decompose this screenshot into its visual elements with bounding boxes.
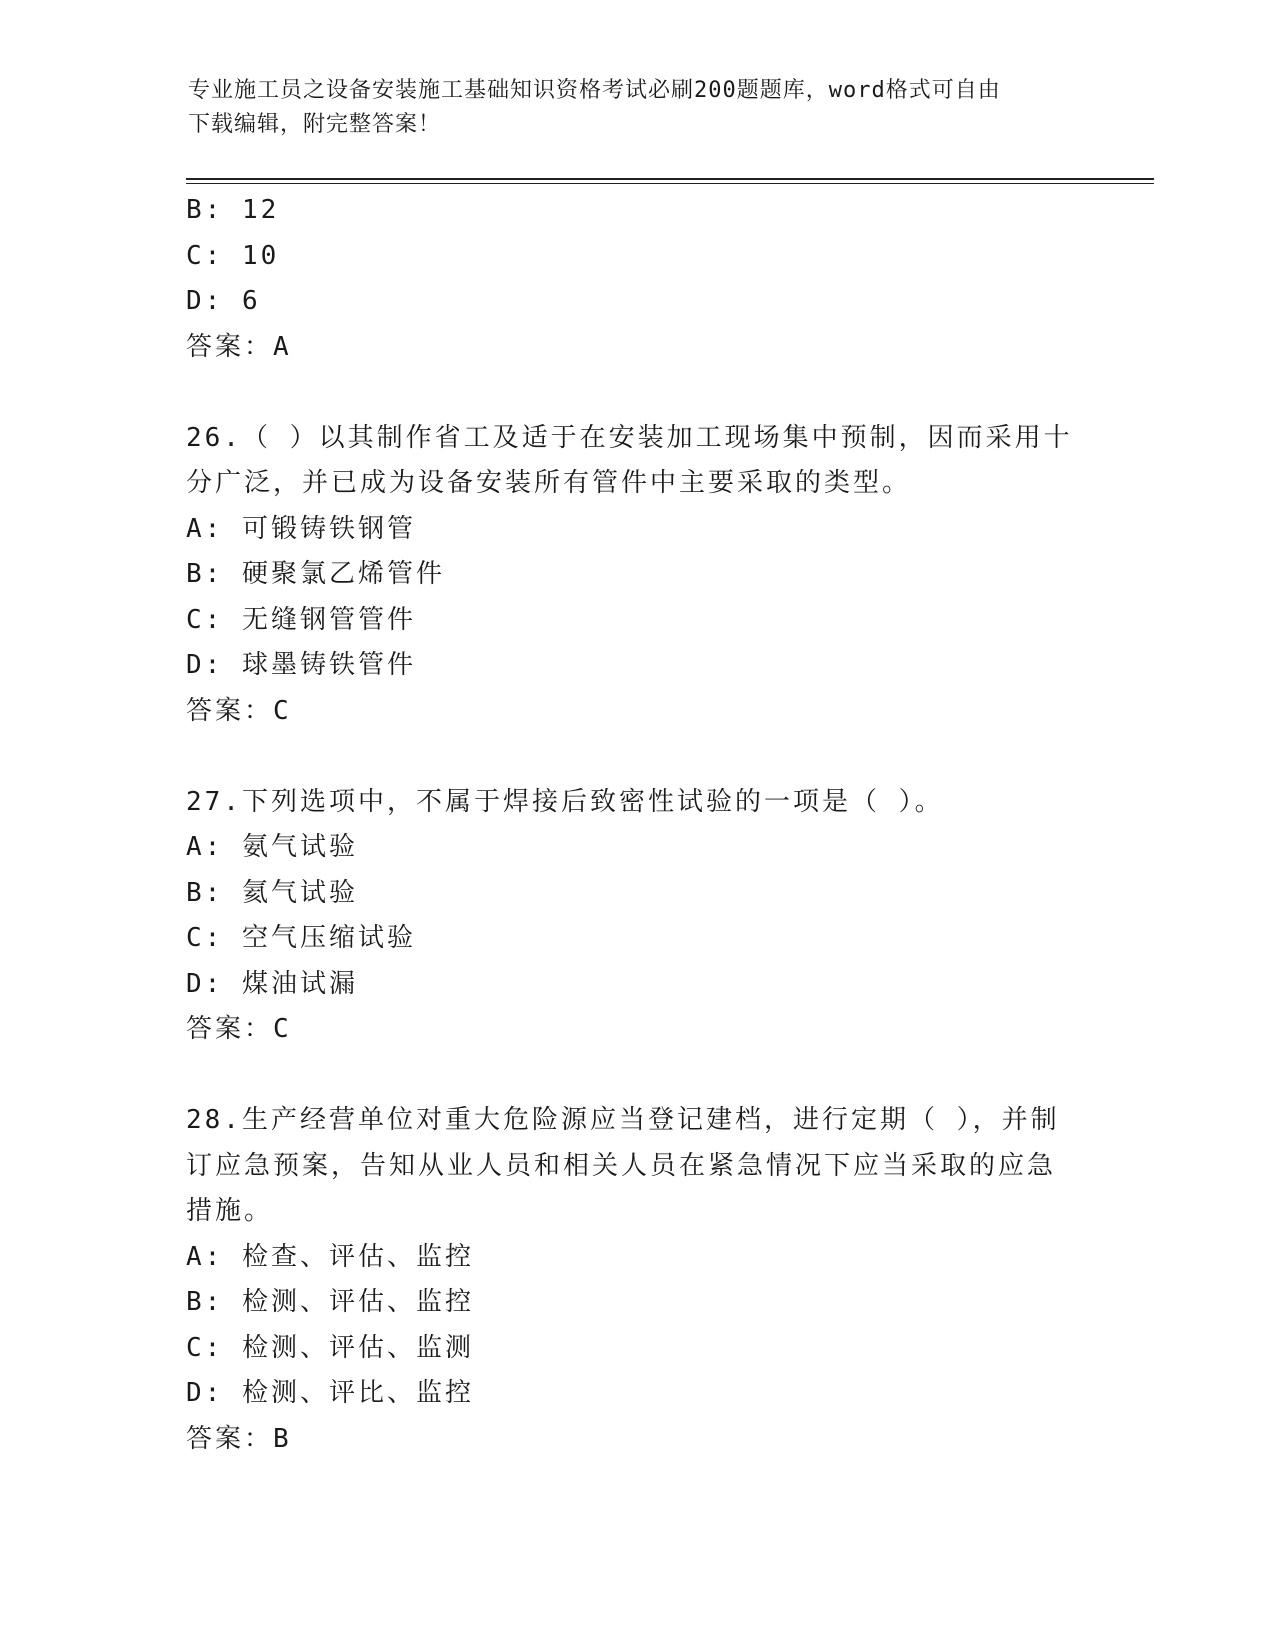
option-label: B: <box>186 559 224 589</box>
option-text: 氦气试验 <box>241 877 358 908</box>
option-d <box>186 1371 1066 1417</box>
question-stem-line: 订应急预案，告知从业人员和相关人员在紧急情况下应当采取的应急 <box>186 1150 1057 1181</box>
question-list <box>186 188 1073 1462</box>
option-label: C: <box>186 604 224 635</box>
spacer <box>186 370 1066 416</box>
option-d <box>186 279 1066 325</box>
option-b <box>186 871 1066 917</box>
document-header <box>188 74 1068 142</box>
option-text: 空气压缩试验 <box>241 923 416 953</box>
option-text: 检测、评比、监控 <box>241 1378 474 1408</box>
question-27 <box>186 780 1066 1053</box>
answer-line: 答案：B <box>186 1423 292 1454</box>
option-text: 检测、评估、监控 <box>241 1287 474 1317</box>
spacer <box>186 734 1066 780</box>
option-label: D: <box>186 286 224 316</box>
question-26 <box>186 416 1073 735</box>
option-text: 12 <box>241 195 280 225</box>
header-title-line-2: 下载编辑，附完整答案！ <box>188 112 442 137</box>
question-25-continuation <box>186 188 1066 370</box>
option-text: 无缝钢管管件 <box>241 604 416 635</box>
option-d <box>186 962 1066 1008</box>
option-a <box>186 1235 1066 1281</box>
option-label: D: <box>186 650 224 680</box>
option-b <box>186 188 1066 234</box>
option-label: C: <box>186 923 224 953</box>
option-label: A: <box>186 832 224 862</box>
option-label: B: <box>186 195 224 225</box>
option-label: B: <box>186 877 224 908</box>
option-text: 检查、评估、监控 <box>241 1241 474 1272</box>
option-text: 10 <box>241 240 280 271</box>
option-b <box>186 1280 1066 1326</box>
option-c <box>186 1326 1066 1372</box>
answer-line: 答案：A <box>186 331 292 362</box>
question-stem-line: 措施。 <box>186 1196 274 1226</box>
option-label: D: <box>186 968 224 999</box>
answer-line: 答案：C <box>186 695 292 726</box>
option-text: 硬聚氯乙烯管件 <box>241 559 445 589</box>
header-title-line-1: 专业施工员之设备安装施工基础知识资格考试必刷200题题库，word格式可自由 <box>188 78 1001 103</box>
option-c <box>186 234 1066 280</box>
question-28 <box>186 1098 1066 1462</box>
option-a <box>186 507 1066 553</box>
question-stem-line: 26.（ ）以其制作省工及适于在安装加工现场集中预制，因而采用十 <box>186 422 1073 453</box>
spacer <box>186 1053 1066 1099</box>
option-label: C: <box>186 240 224 271</box>
option-label: A: <box>186 513 224 544</box>
question-stem-line: 27.下列选项中，不属于焊接后致密性试验的一项是（ ）。 <box>186 786 944 817</box>
question-stem-line: 分广泛，并已成为设备安装所有管件中主要采取的类型。 <box>186 468 912 498</box>
option-text: 氨气试验 <box>241 832 358 862</box>
option-label: C: <box>186 1332 224 1363</box>
option-label: B: <box>186 1287 224 1317</box>
option-label: A: <box>186 1241 224 1272</box>
option-text: 6 <box>241 286 261 316</box>
option-a <box>186 825 1066 871</box>
header-divider-thin <box>186 183 1154 184</box>
option-text: 可锻铸铁钢管 <box>241 513 416 544</box>
option-b <box>186 552 1066 598</box>
answer-line: 答案：C <box>186 1014 292 1044</box>
option-d <box>186 643 1066 689</box>
question-stem-line: 28.生产经营单位对重大危险源应当登记建档，进行定期（ ），并制 <box>186 1105 1060 1135</box>
option-text: 煤油试漏 <box>241 968 358 999</box>
option-text: 检测、评估、监测 <box>241 1332 474 1363</box>
option-text: 球墨铸铁管件 <box>241 650 416 680</box>
option-c <box>186 598 1066 644</box>
option-c <box>186 916 1066 962</box>
header-divider-thick <box>186 178 1154 180</box>
option-label: D: <box>186 1378 224 1408</box>
